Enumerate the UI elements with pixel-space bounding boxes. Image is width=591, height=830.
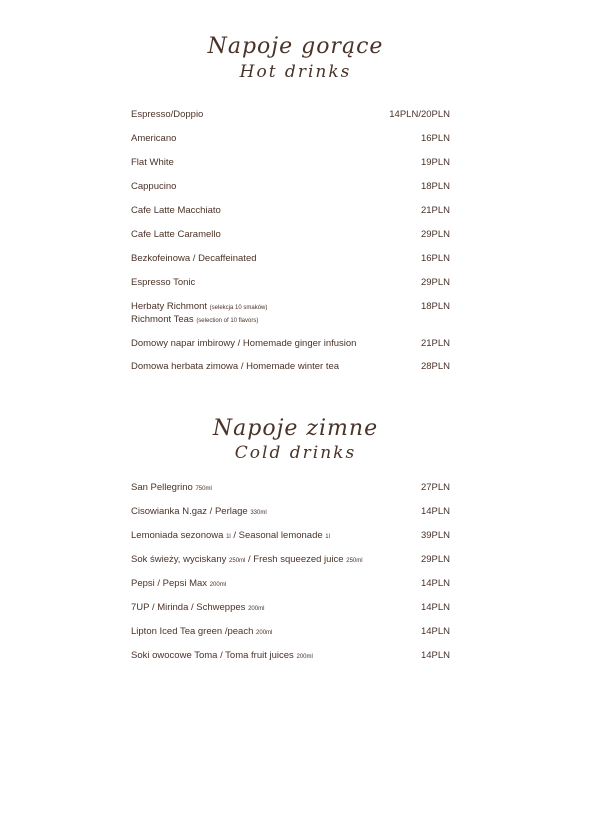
- item-volume: 200ml: [256, 630, 273, 636]
- item-name: Domowa herbata zimowa / Homemade winter tea: [131, 361, 340, 372]
- item-name: [131, 649, 313, 664]
- item-name: [131, 601, 264, 616]
- item-name-en: / Seasonal lemonade: [230, 530, 323, 541]
- item-name: Cafe Latte Macchiato: [131, 205, 221, 216]
- item-name: Domowy napar imbirowy / Homemade ginger infusion: [131, 338, 357, 349]
- item-price: 14PLN: [420, 578, 450, 589]
- item-price: 19PLN: [420, 157, 450, 168]
- item-price: 16PLN: [420, 133, 450, 144]
- item-price: 16PLN: [420, 253, 450, 264]
- item-name: [131, 505, 267, 520]
- item-volume: 200ml: [209, 582, 227, 588]
- item-volume: 250ml: [229, 558, 246, 564]
- item-price: 14PLN: [420, 626, 450, 637]
- hot-drinks-title-pl: Napoje gorące: [207, 34, 384, 59]
- item-name-text: Sok świeży, wyciskany: [131, 554, 227, 565]
- item-name-text: Soki owocowe Toma / Toma fruit juices: [131, 650, 294, 661]
- cold-drinks-title-en: Cold drinks: [234, 443, 357, 463]
- item-name: Bezkofeinowa / Decaffeinated: [131, 253, 257, 264]
- item-name: Espresso/Doppio: [131, 109, 204, 120]
- menu-item-richmont-teas: [131, 300, 450, 328]
- item-price: 21PLN: [420, 338, 450, 349]
- item-price: 14PLN: [420, 506, 450, 517]
- item-name-text: San Pellegrino: [131, 482, 193, 493]
- item-note: (selekcja 10 smaków): [209, 305, 268, 311]
- item-price: 14PLN: [420, 650, 450, 661]
- item-price: 29PLN: [420, 277, 450, 288]
- item-name: [131, 553, 363, 568]
- item-price: 14PLN: [420, 602, 450, 613]
- item-name: [131, 481, 212, 496]
- item-name-text: Lemoniada sezonowa: [131, 530, 224, 541]
- item-price: 29PLN: [420, 229, 450, 240]
- item-price: 29PLN: [420, 554, 450, 565]
- item-volume: 200ml: [248, 606, 265, 612]
- item-name: Flat White: [131, 157, 174, 168]
- item-volume: 750ml: [195, 486, 212, 492]
- item-volume: 330ml: [250, 510, 267, 516]
- item-price: 18PLN: [420, 301, 450, 312]
- item-name-text: Pepsi / Pepsi Max: [131, 578, 208, 589]
- cold-drinks-title-pl: Napoje zimne: [212, 416, 379, 441]
- item-volume: 200ml: [296, 654, 313, 660]
- item-name-pl: Herbaty Richmont: [131, 301, 208, 312]
- hot-drinks-title-en: Hot drinks: [239, 62, 352, 82]
- item-name: Espresso Tonic: [131, 277, 196, 288]
- item-price: 28PLN: [420, 361, 450, 372]
- item-name-text: Cisowianka N.gaz / Perlage: [131, 506, 248, 517]
- item-volume: 1l: [325, 534, 330, 540]
- item-name-en: / Fresh squeezed juice: [245, 554, 344, 565]
- item-note: (selection of 10 flavors): [196, 318, 259, 324]
- item-price: 21PLN: [420, 205, 450, 216]
- item-name: Cafe Latte Caramello: [131, 229, 221, 240]
- item-name: [131, 625, 272, 640]
- item-name: Cappucino: [131, 181, 177, 192]
- item-price: 14PLN/20PLN: [389, 109, 450, 120]
- item-volume: 1l: [226, 534, 231, 540]
- item-name-text: 7UP / Mirinda / Schweppes: [131, 602, 246, 613]
- item-name: Americano: [131, 133, 177, 144]
- item-price: 39PLN: [420, 530, 450, 541]
- item-name-text: Lipton Iced Tea green /peach: [131, 626, 254, 637]
- item-price: 18PLN: [420, 181, 450, 192]
- item-name-en-line: [131, 313, 258, 328]
- item-price: 27PLN: [420, 482, 450, 493]
- item-name: [131, 529, 330, 544]
- item-name-en: Richmont Teas: [131, 314, 194, 325]
- item-volume: 250ml: [346, 558, 363, 564]
- item-name: [131, 577, 226, 592]
